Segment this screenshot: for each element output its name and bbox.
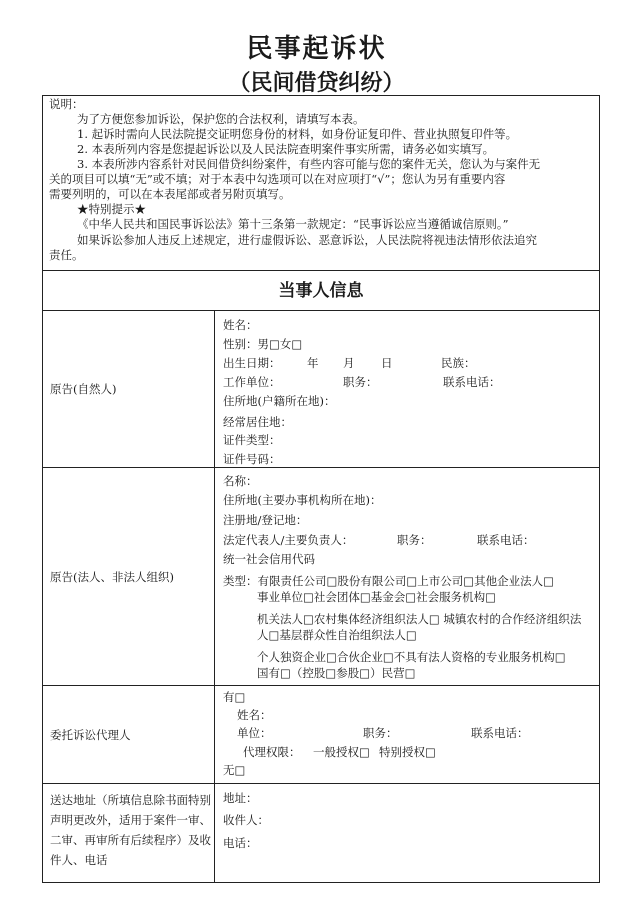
complaint-form <box>42 95 600 883</box>
party-info-header <box>43 271 599 311</box>
birth-day-unit: 日 <box>381 356 393 370</box>
agent-phone-field[interactable]: 联系电话： <box>471 726 529 740</box>
org-type-checkboxes-5[interactable]: 个人独资企业□合伙企业□不具有法人资格的专业服务机构□ <box>257 650 566 664</box>
agent-unit-field[interactable]: 单位： <box>237 726 272 740</box>
service-address-row <box>43 784 599 882</box>
agent-yes-checkbox[interactable]: 有□ <box>223 690 246 704</box>
plaintiff-id-number-field[interactable]: 证件号码： <box>223 452 281 466</box>
plaintiff-phone-field[interactable]: 联系电话： <box>443 375 501 389</box>
org-credit-code-field[interactable]: 统一社会信用代码 <box>223 552 315 566</box>
plaintiff-organization-row <box>43 468 599 686</box>
general-authorization-checkbox[interactable]: 一般授权□ <box>313 745 370 759</box>
agent-position-field[interactable]: 职务： <box>363 726 398 740</box>
org-name-field[interactable]: 名称： <box>223 474 258 488</box>
org-domicile-field[interactable]: 住所地(主要办事机构所在地)： <box>223 493 382 507</box>
agent-name-field[interactable]: 姓名： <box>237 708 272 722</box>
service-label-line-3: 二审、再审所有后续程序）及收 <box>50 833 211 847</box>
service-address-label <box>43 784 215 882</box>
agent-none-checkbox[interactable]: 无□ <box>223 763 246 777</box>
service-recipient-field[interactable]: 收件人： <box>223 813 269 827</box>
plaintiff-work-unit-field[interactable]: 工作单位： <box>223 375 281 389</box>
instructions-item-1: 1. 起诉时需向人民法院提交证明您身份的材料，如身份证复印件、营业执照复印件等。 <box>77 127 518 141</box>
plaintiff-natural-person-label: 原告(自然人) <box>43 311 215 467</box>
litigation-agent-row <box>43 686 599 784</box>
document-title: 民事起诉状 <box>246 34 387 64</box>
plaintiff-organization-label: 原告(法人、非法人组织) <box>43 468 215 685</box>
org-type-checkboxes-1[interactable]: 类型：有限责任公司□股份有限公司□上市公司□其他企业法人□ <box>223 574 554 588</box>
plaintiff-id-type-field[interactable]: 证件类型： <box>223 433 281 447</box>
org-legal-rep-field[interactable]: 法定代表人/主要负责人： <box>223 533 354 547</box>
service-phone-field[interactable]: 电话： <box>223 836 258 850</box>
org-type-checkboxes-4[interactable]: 人□基层群众性自治组织法人□ <box>257 628 417 642</box>
civil-procedure-law-quote: 《中华人民共和国民事诉讼法》第十三条第一款规定：“民事诉讼应当遵循诚信原则。” <box>77 217 509 231</box>
instructions-item-2: 2. 本表所列内容是您提起诉讼以及人民法院查明案件事实所需，请务必如实填写。 <box>77 142 495 156</box>
instructions-heading: 说明： <box>49 97 84 111</box>
service-label-line-1: 送达地址（所填信息除书面特别 <box>50 793 211 807</box>
plaintiff-position-field[interactable]: 职务： <box>343 375 378 389</box>
org-registered-place-field[interactable]: 注册地/登记地： <box>223 513 308 527</box>
plaintiff-natural-person-row <box>43 311 599 468</box>
org-type-checkboxes-3[interactable]: 机关法人□农村集体经济组织法人□ 城镇农村的合作经济组织法 <box>257 612 582 626</box>
party-info-title: 当事人信息 <box>278 281 364 301</box>
plaintiff-name-field[interactable]: 姓名： <box>223 318 258 332</box>
special-notice-heading: ★特别提示★ <box>77 202 146 216</box>
plaintiff-residence-field[interactable]: 经常居住地： <box>223 415 292 429</box>
org-type-checkboxes-2[interactable]: 事业单位□社会团体□基金会□社会服务机构□ <box>257 590 496 604</box>
service-label-line-4: 件人、电话 <box>50 853 108 867</box>
plaintiff-gender-checkboxes[interactable]: 性别：男□女□ <box>223 337 303 351</box>
litigation-agent-label: 委托诉讼代理人 <box>43 686 215 783</box>
birth-month-unit: 月 <box>343 356 355 370</box>
instructions-item-3: 3. 本表所涉内容系针对民间借贷纠纷案件，有些内容可能与您的案件无关，您认为与案件无 <box>77 157 541 171</box>
instructions-item-3-end: 需要列明的，可以在本表尾部或者另附页填写。 <box>49 187 291 201</box>
document-subtitle: （民间借贷纠纷） <box>228 70 405 96</box>
birth-year-unit: 年 <box>307 356 319 370</box>
agent-authority-label: 代理权限： <box>243 745 301 759</box>
org-phone-field[interactable]: 联系电话： <box>477 533 535 547</box>
instructions-intro: 为了方便您参加诉讼，保护您的合法权利，请填写本表。 <box>77 112 365 126</box>
false-litigation-warning: 如果诉讼参加人违反上述规定，进行虚假诉讼、恶意诉讼，人民法院将视违法情形依法追究 <box>77 233 537 247</box>
plaintiff-ethnicity-field[interactable]: 民族： <box>441 356 476 370</box>
false-litigation-warning-end: 责任。 <box>49 248 84 262</box>
special-authorization-checkbox[interactable]: 特别授权□ <box>379 745 436 759</box>
service-address-field[interactable]: 地址： <box>223 791 258 805</box>
instructions-item-3-cont: 关的项目可以填“无”或不填；对于本表中勾选项可以在对应项打“√”；您认为另有重要内容 <box>49 172 506 186</box>
org-rep-position-field[interactable]: 职务： <box>397 533 432 547</box>
org-ownership-checkboxes[interactable]: 国有□（控股□参股□）民营□ <box>257 666 416 680</box>
plaintiff-domicile-field[interactable]: 住所地(户籍所在地)： <box>223 394 336 408</box>
plaintiff-birth-date-field[interactable]: 出生日期： <box>223 356 281 370</box>
service-label-line-2: 声明更改外，适用于案件一审、 <box>50 813 211 827</box>
instructions-section <box>43 96 599 271</box>
